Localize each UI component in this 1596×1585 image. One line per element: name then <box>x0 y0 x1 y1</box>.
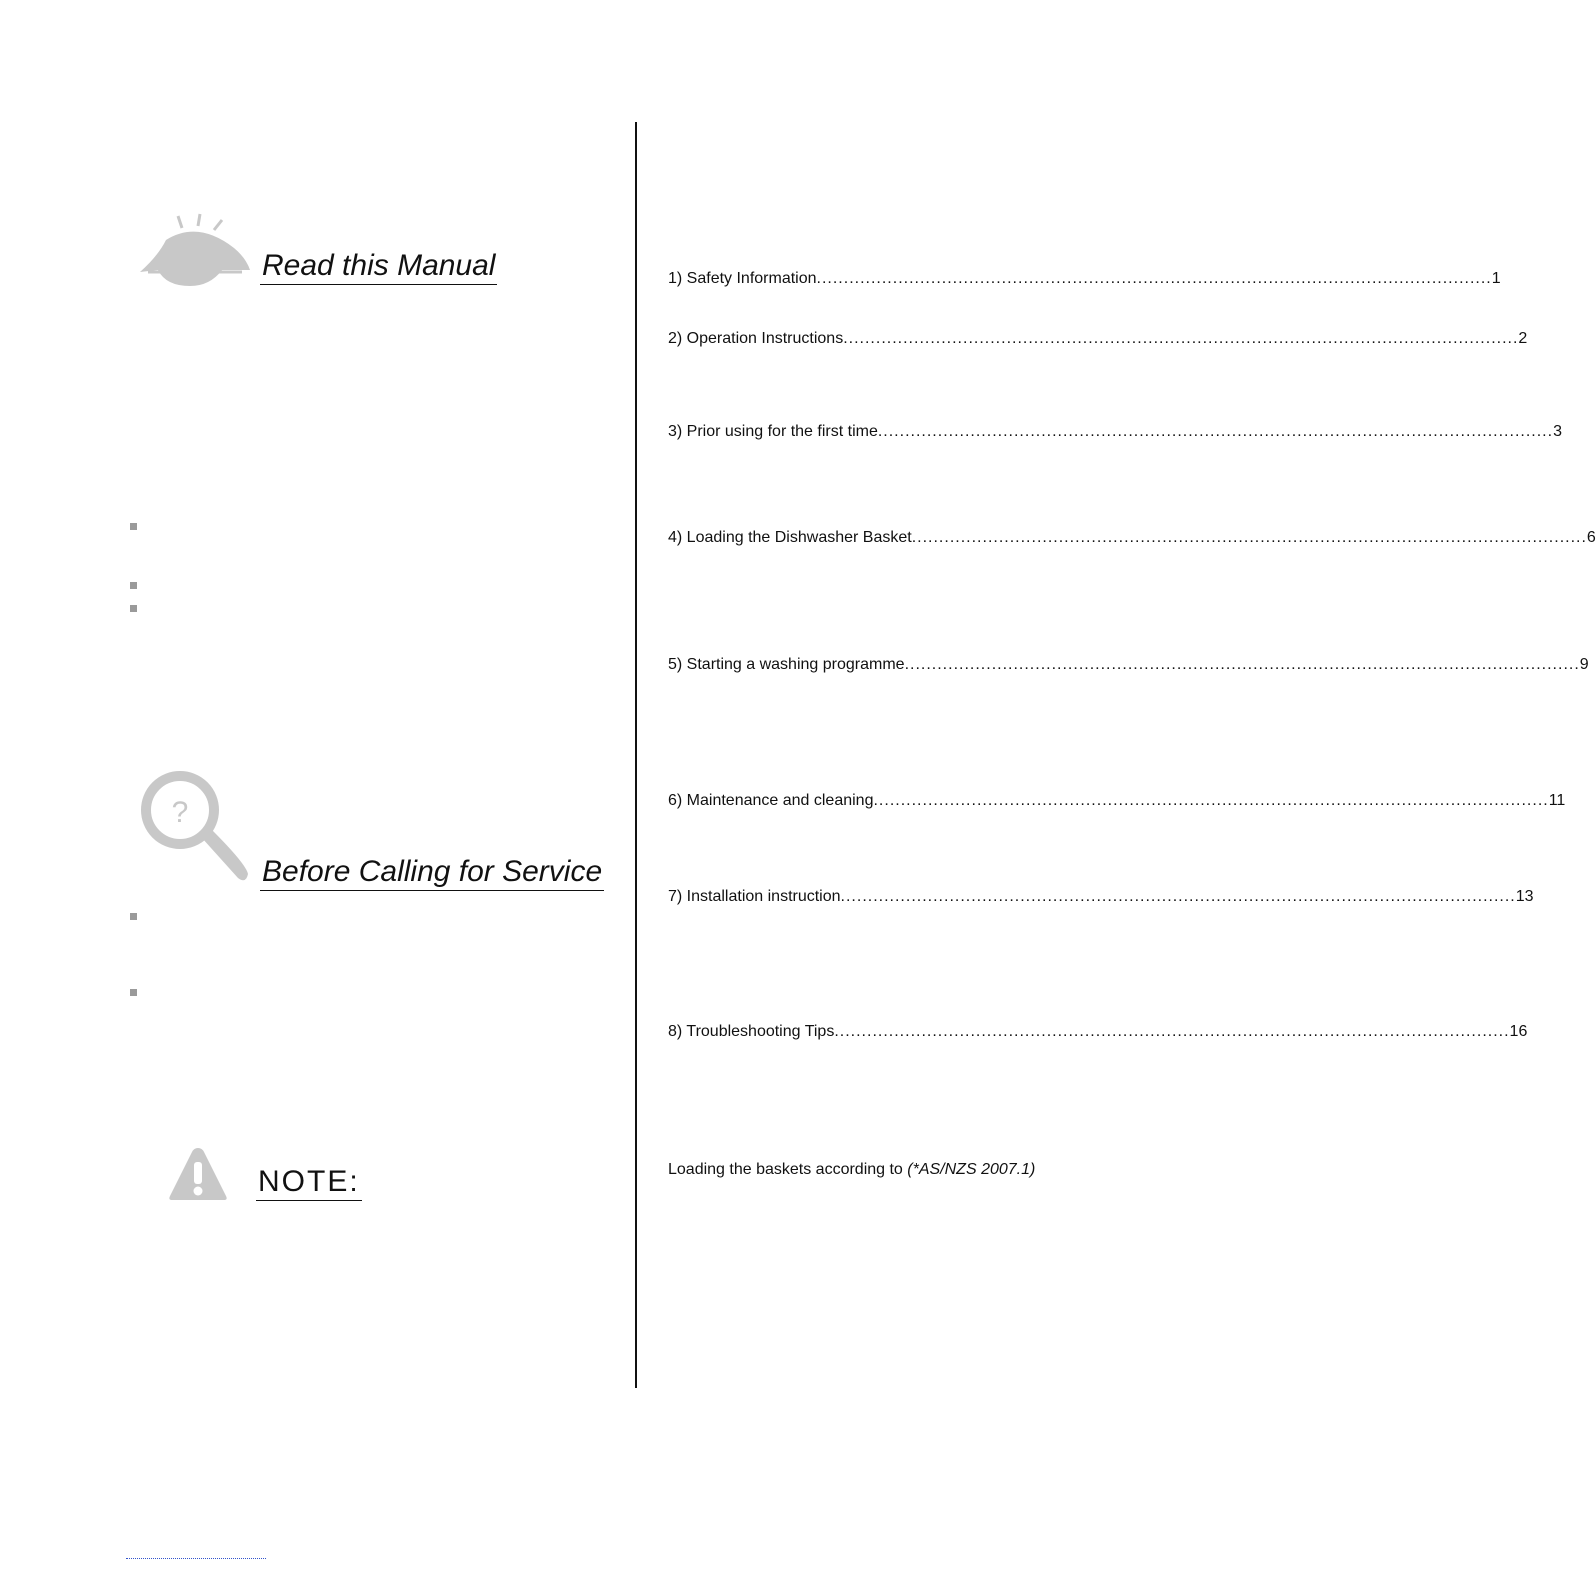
magnifier-question-icon <box>138 768 250 888</box>
toc-title: 6) Maintenance and cleaning <box>668 792 874 809</box>
toc-page-number: 2 <box>1518 330 1528 347</box>
toc-item-starting[interactable] <box>668 655 1589 675</box>
toc-leader: ............................................................................................................................ <box>911 529 1587 546</box>
toc-title: 2) Operation Instructions <box>668 330 844 347</box>
toc-title: 4) Loading the Dishwasher Basket <box>668 529 912 546</box>
svg-text:?: ? <box>171 796 189 829</box>
toc-title: 1) Safety Information <box>668 270 817 287</box>
toc-item-installation[interactable] <box>668 887 1534 907</box>
toc-leader: ............................................................................................................................ <box>816 270 1492 287</box>
toc-title: 5) Starting a washing programme <box>668 656 905 673</box>
toc-title: 8) Troubleshooting Tips <box>668 1023 835 1040</box>
bullet-marker <box>130 605 137 612</box>
toc-page-number: 9 <box>1579 656 1589 673</box>
toc-item-prior-use[interactable] <box>668 422 1562 442</box>
warning-triangle-icon <box>168 1146 228 1202</box>
note-heading: NOTE: <box>256 1164 362 1201</box>
toc-leader: ............................................................................................................................ <box>843 330 1519 347</box>
toc-item-troubleshooting[interactable] <box>668 1022 1528 1042</box>
toc-item-maintenance[interactable] <box>668 791 1566 811</box>
loading-note-standard: (*AS/NZS 2007.1) <box>907 1161 1036 1178</box>
bullet-marker <box>130 913 137 920</box>
toc-item-operation[interactable] <box>668 329 1528 349</box>
toc-page-number: 6 <box>1586 529 1596 546</box>
footer-dotted-line <box>126 1557 266 1559</box>
toc-leader: ............................................................................................................................ <box>840 888 1516 905</box>
bullet-marker <box>130 582 137 589</box>
toc-page-number: 1 <box>1491 270 1501 287</box>
toc-page-number: 13 <box>1515 888 1534 905</box>
toc-item-loading[interactable] <box>668 528 1596 548</box>
toc-leader: ............................................................................................................................ <box>904 656 1580 673</box>
loading-baskets-note <box>668 1160 1035 1180</box>
toc-title: 7) Installation instruction <box>668 888 841 905</box>
toc-page-number: 11 <box>1548 792 1566 809</box>
toc-leader: ............................................................................................................................ <box>877 423 1554 440</box>
toc-page-number: 3 <box>1553 423 1562 440</box>
bullet-marker <box>130 523 137 530</box>
toc-item-safety[interactable] <box>668 269 1501 289</box>
bullet-marker <box>130 989 137 996</box>
loading-note-text: Loading the baskets according to <box>668 1161 908 1178</box>
column-divider <box>635 122 637 1388</box>
toc-leader: ............................................................................................................................ <box>873 792 1549 809</box>
read-manual-heading: Read this Manual <box>260 248 497 285</box>
toc-page-number: 16 <box>1509 1023 1528 1040</box>
eye-icon <box>138 212 253 292</box>
before-service-heading: Before Calling for Service <box>260 854 604 891</box>
toc-leader: ............................................................................................................................ <box>834 1023 1510 1040</box>
toc-title: 3) Prior using for the first time <box>668 423 878 440</box>
